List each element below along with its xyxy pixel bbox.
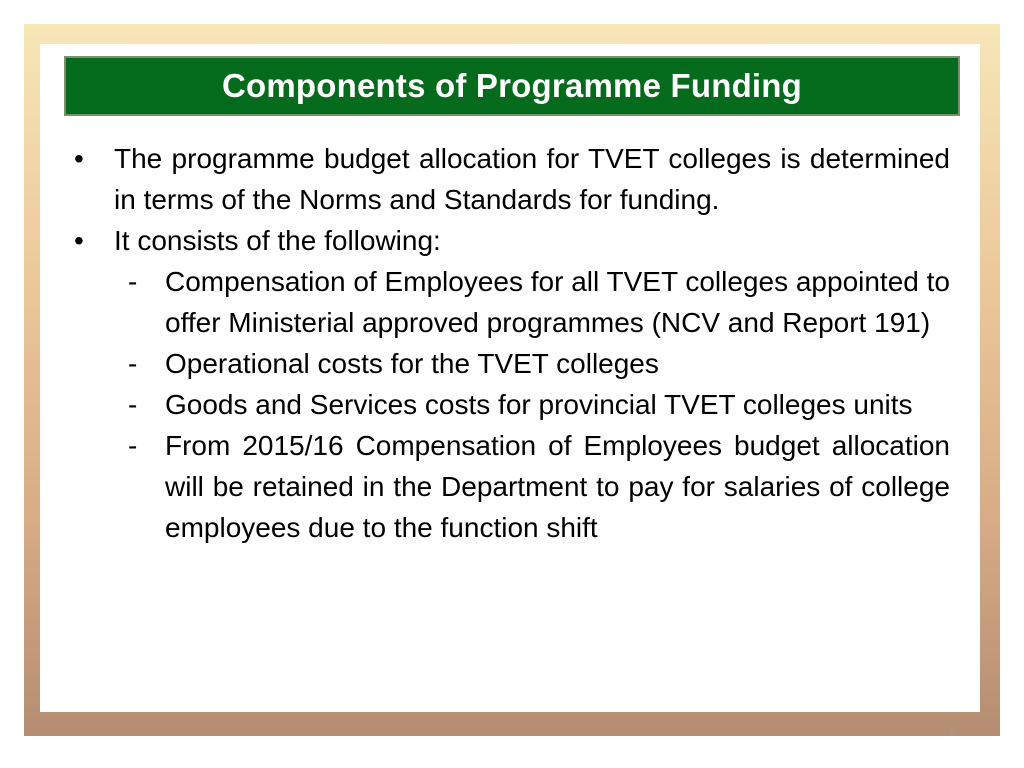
sub-item-compensation: [70, 261, 950, 343]
bullet-item-consists-of: [70, 220, 950, 261]
dash-marker: -: [128, 266, 138, 297]
slide-title: Components of Programme Funding: [221, 67, 803, 104]
title-bar: [64, 56, 960, 116]
dash-marker: -: [128, 348, 138, 379]
sub-item-text: From 2015/16 Compensation of Employees budget allocation will be retained in the Department to pay for salaries of college employees due to the function shift: [165, 430, 950, 543]
sub-item-text: Compensation of Employees for all TVET colleges appointed to offer Ministerial approved programmes (NCV and Report 191): [165, 266, 950, 338]
dash-marker: -: [128, 430, 138, 461]
bullet-text: It consists of the following:: [114, 225, 441, 256]
dash-marker: -: [128, 389, 138, 420]
bullet-text: The programme budget allocation for TVET colleges is determined in terms of the Norms and Standards for funding.: [114, 143, 950, 215]
sub-item-function-shift: [70, 425, 950, 548]
bullet-marker: •: [74, 225, 84, 256]
page-number: 5: [950, 725, 957, 739]
sub-item-text: Goods and Services costs for provincial TVET colleges units: [165, 389, 913, 420]
bullet-marker: •: [74, 143, 84, 174]
sub-item-goods-services: [70, 384, 950, 425]
bullet-item-budget-allocation: [70, 138, 950, 220]
sub-item-operational-costs: [70, 343, 950, 384]
sub-item-text: Operational costs for the TVET colleges: [165, 348, 659, 379]
slide-content: [70, 138, 950, 548]
